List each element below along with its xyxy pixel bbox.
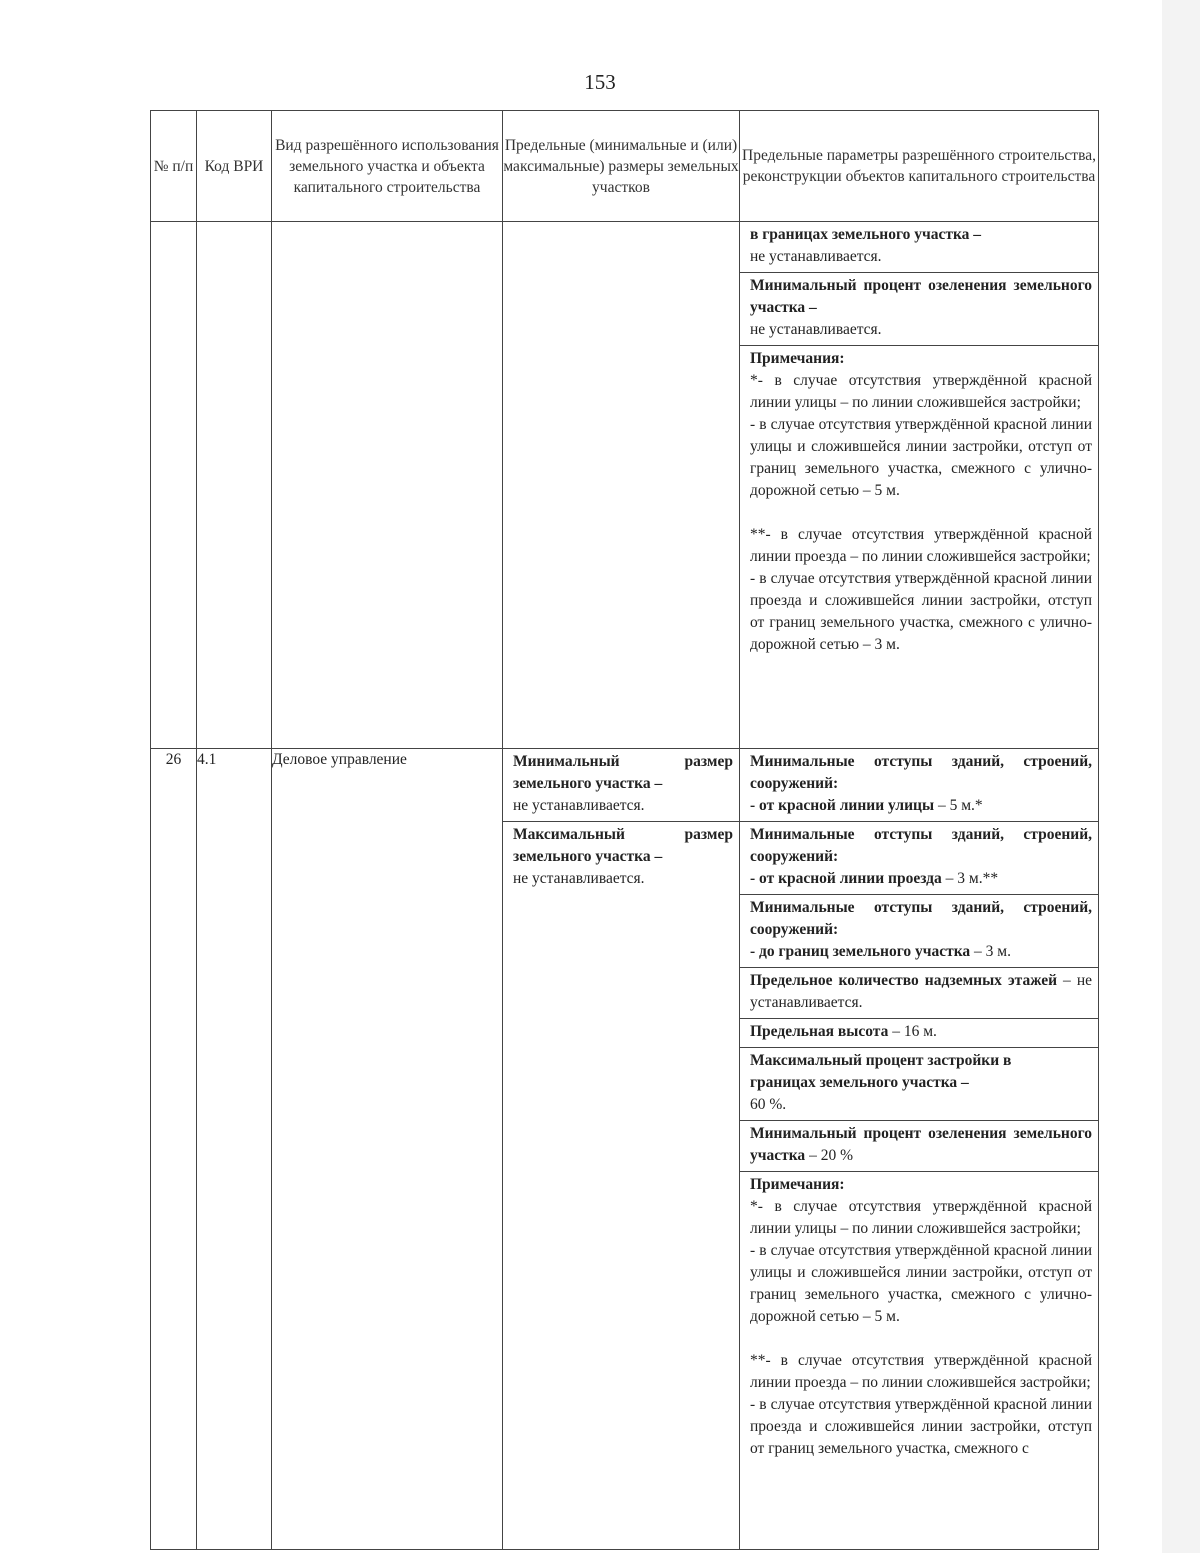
cell-num — [151, 222, 197, 749]
param-block — [740, 895, 1098, 968]
cell-sizes — [503, 222, 740, 749]
param-block — [740, 273, 1098, 346]
note-text: - в случае отсутствия утверждённой красной линии улицы и сложившейся линии застройки, отступ от границ земельного участка, смежного с улично-дорожной сетью – 5 м. — [750, 1242, 1092, 1325]
notes-title: Примечания: — [750, 350, 845, 367]
header-code: Код ВРИ — [197, 111, 272, 222]
param-block — [740, 1019, 1098, 1048]
cell-use — [272, 222, 503, 749]
zoning-table — [150, 110, 1099, 1550]
param-value: не устанавливается. — [750, 321, 882, 338]
size-value: не устанавливается. — [513, 797, 645, 814]
param-bold: Минимальные отступы зданий, строений, сооружений: — [750, 826, 1092, 865]
note-text: - в случае отсутствия утверждённой красной линии улицы и сложившейся линии застройки, отступ от границ земельного участка, смежного с улично-дорожной сетью – 5 м. — [750, 416, 1092, 499]
note-text: **- в случае отсутствия утверждённой красной линии проезда – по линии сложившейся застройки; — [750, 1352, 1092, 1391]
param-value: – не устанавливается. — [750, 972, 1092, 1011]
param-value: не устанавливается. — [750, 248, 882, 265]
param-bold: в границах земельного участка – — [750, 226, 982, 243]
size-bold: Максимальный размер земельного участка – — [513, 826, 733, 865]
note-text: *- в случае отсутствия утверждённой красной линии улицы – по линии сложившейся застройки; — [750, 1198, 1092, 1237]
scan-edge — [1162, 0, 1200, 1553]
param-bold: Максимальный процент застройки в границах земельного участка – — [750, 1052, 1012, 1091]
param-value: – 16 м. — [888, 1023, 937, 1040]
param-value: – 3 м. — [970, 943, 1011, 960]
notes-block — [740, 346, 1098, 660]
notes-block — [740, 1172, 1098, 1464]
param-bold: Минимальные отступы зданий, строений, сооружений: — [750, 753, 1092, 792]
cell-sizes — [503, 749, 740, 1550]
size-value: не устанавливается. — [513, 870, 645, 887]
note-text: *- в случае отсутствия утверждённой красной линии улицы – по линии сложившейся застройки; — [750, 372, 1092, 411]
cell-params — [740, 749, 1099, 1550]
param-bold: Предельное количество надземных этажей — [750, 972, 1058, 989]
param-bold: Минимальные отступы зданий, строений, сооружений: — [750, 899, 1092, 938]
header-use: Вид разрешённого использования земельного участка и объекта капитального строительства — [272, 111, 503, 222]
header-params: Предельные параметры разрешённого строительства, реконструкции объектов капитального строительства — [740, 111, 1099, 222]
table-row — [151, 749, 1099, 1550]
param-bold: Предельная высота — [750, 1023, 889, 1040]
page-number: 153 — [584, 70, 616, 94]
param-block — [740, 968, 1098, 1019]
cell-use: Деловое управление — [272, 749, 503, 1550]
table-row — [151, 222, 1099, 749]
header-row — [151, 111, 1099, 222]
param-label: - до границ земельного участка — [750, 943, 971, 960]
header-sizes: Предельные (минимальные и (или) максимальные) размеры земельных участков — [503, 111, 740, 222]
note-text: **- в случае отсутствия утверждённой красной линии проезда – по линии сложившейся застройки; — [750, 526, 1092, 565]
param-block — [740, 1121, 1098, 1172]
param-label: - от красной линии проезда — [750, 870, 942, 887]
size-block — [503, 822, 739, 894]
param-block — [740, 822, 1098, 895]
param-bold: Минимальный процент озеленения земельного участка – — [750, 277, 1092, 316]
param-value: – 20 % — [805, 1147, 853, 1164]
cell-params — [740, 222, 1099, 749]
cell-code — [197, 222, 272, 749]
cell-num: 26 — [151, 749, 197, 1550]
param-bold: Минимальный процент озеленения земельного участка — [750, 1125, 1092, 1164]
param-value: 60 %. — [750, 1096, 787, 1113]
param-block — [740, 749, 1098, 822]
param-label: - от красной линии улицы — [750, 797, 935, 814]
param-value: – 5 м.* — [934, 797, 983, 814]
note-text: - в случае отсутствия утверждённой красной линии проезда и сложившейся линии застройки, отступ от границ земельного участка, смежного с улично-дорожной сетью – 3 м. — [750, 570, 1092, 653]
param-value: – 3 м.** — [941, 870, 999, 887]
header-num: № п/п — [151, 111, 197, 222]
notes-title: Примечания: — [750, 1176, 845, 1193]
cell-code: 4.1 — [197, 749, 272, 1550]
size-block — [503, 749, 739, 822]
size-bold: Минимальный размер земельного участка – — [513, 753, 733, 792]
param-block — [740, 1048, 1098, 1121]
note-text: - в случае отсутствия утверждённой красной линии проезда и сложившейся линии застройки, отступ от границ земельного участка, смежного с — [750, 1396, 1092, 1457]
param-block — [740, 222, 1098, 273]
